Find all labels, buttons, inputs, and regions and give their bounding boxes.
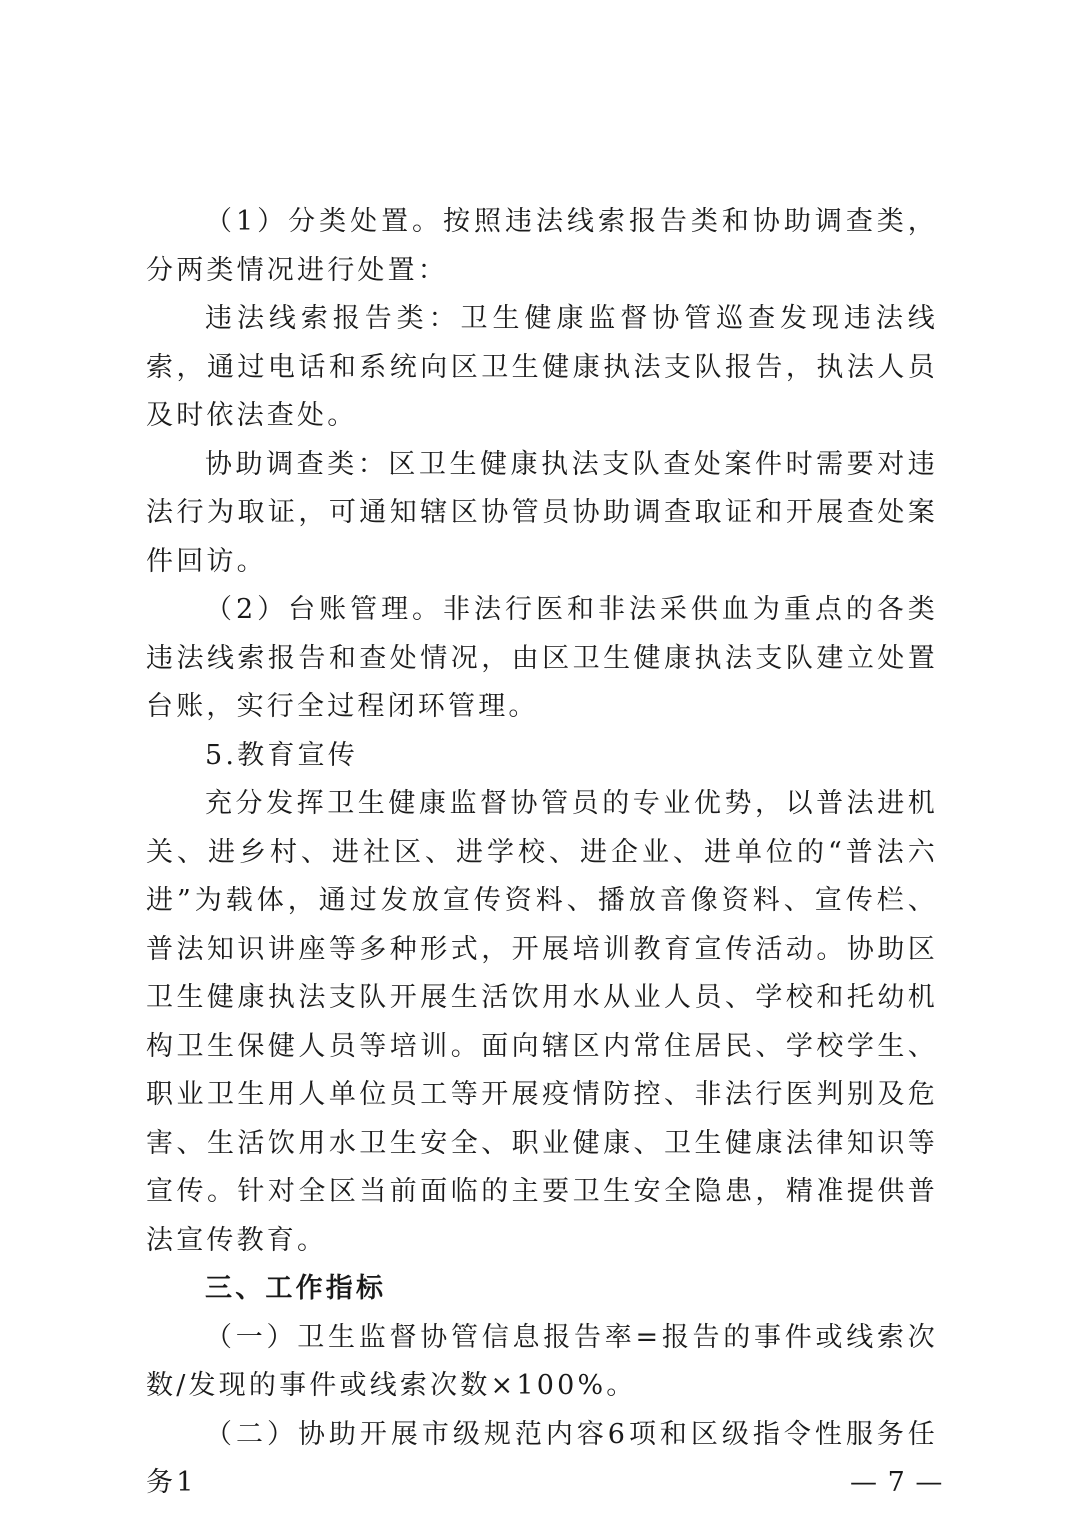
- paragraph-assist-investigation: 协助调查类：区卫生健康执法支队查处案件时需要对违法行为取证，可通知辖区协管员协助调查取证和开展查处案件回访。: [146, 448, 938, 577]
- document-body: [146, 198, 944, 1508]
- paragraph-indicator-2: （二）协助开展市级规范内容6项和区级指令性服务任务1: [146, 1418, 938, 1498]
- page-number: — 7 —: [850, 1467, 944, 1498]
- paragraph-education-publicity: 充分发挥卫生健康监督协管员的专业优势，以普法进机关、进乡村、进社区、进学校、进企业、进单位的“普法六进”为载体，通过发放宣传资料、播放音像资料、宣传栏、普法知识讲座等多种形式，开展培训教育宣传活动。协助区卫生健康执法支队开展生活饮用水从业人员、学校和托幼机构卫生保健人员等培训。面向辖区内常住居民、学校学生、职业卫生用人单位员工等开展疫情防控、非法行医判别及危害、生活饮用水卫生安全、职业健康、卫生健康法律知识等宣传。针对全区当前面临的主要卫生安全隐患，精准提供普法宣传教育。: [146, 788, 938, 1256]
- paragraph-classification: （1）分类处置。按照违法线索报告类和协助调查类，分两类情况进行处置：: [146, 206, 938, 286]
- section-heading-work-indicators: 三、工作指标: [205, 1273, 387, 1304]
- paragraph-ledger-management: （2）台账管理。非法行医和非法采供血为重点的各类违法线索报告和查处情况，由区卫生健康执法支队建立处置台账，实行全过程闭环管理。: [146, 594, 938, 722]
- subheading-education: 5.教育宣传: [205, 739, 358, 771]
- paragraph-indicator-1: （一）卫生监督协管信息报告率=报告的事件或线索次数/发现的事件或线索次数×100%。: [146, 1321, 938, 1401]
- paragraph-violation-report: 违法线索报告类：卫生健康监督协管巡查发现违法线索，通过电话和系统向区卫生健康执法支队报告，执法人员及时依法查处。: [146, 303, 938, 431]
